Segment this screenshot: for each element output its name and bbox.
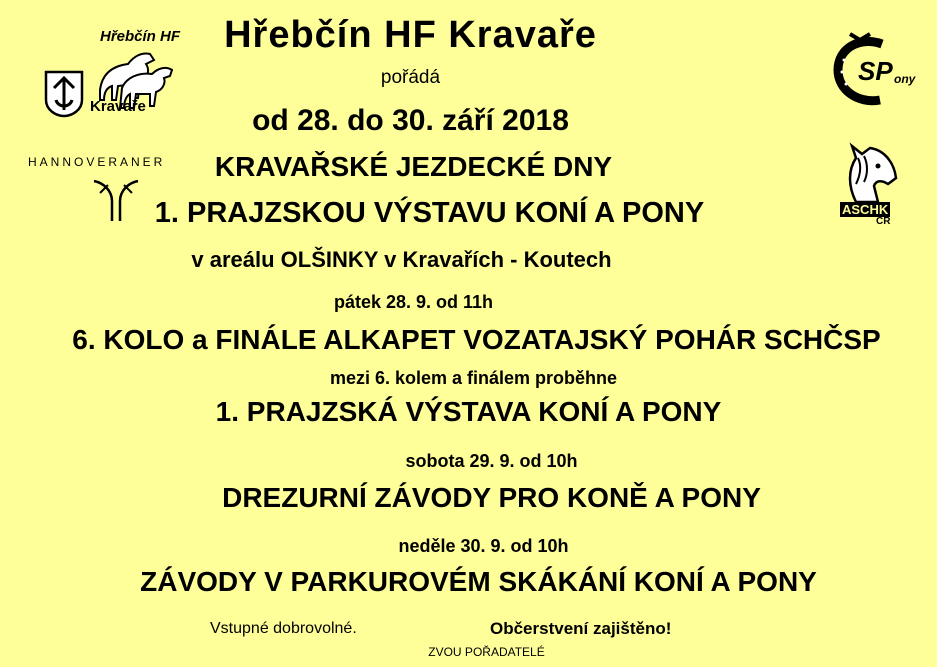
hf-logo-top-text: Hřebčín HF (100, 28, 181, 45)
subtitle: pořádá (380, 67, 441, 88)
event-dates: od 28. do 30. září 2018 (252, 104, 569, 137)
organizers-invite: ZVOU POŘADATELÉ (428, 645, 545, 659)
schedule-main-2: DREZURNÍ ZÁVODY PRO KONĚ A PONY (222, 482, 761, 513)
schedule-day-3: neděle 30. 9. od 10h (398, 536, 569, 556)
event-show: 1. PRAJZSKOU VÝSTAVU KONÍ A PONY (154, 197, 705, 229)
schedule-main-3: ZÁVODY V PARKUROVÉM SKÁKÁNÍ KONÍ A PONY (140, 566, 817, 597)
aschk-logo-text: ASCHK (842, 202, 889, 217)
event-name: KRAVAŘSKÉ JEZDECKÉ DNY (214, 151, 613, 182)
csp-logo-text: SP (858, 56, 893, 86)
schedule-extra-1: 1. PRAJZSKÁ VÝSTAVA KONÍ A PONY (215, 396, 722, 427)
aschk-logo-subtext: ČR (876, 216, 891, 227)
csp-logo-subtext: ony (894, 72, 916, 86)
aschk-logo (838, 142, 900, 230)
csp-pony-logo (830, 26, 925, 106)
schedule-main-1: 6. KOLO a FINÁLE ALKAPET VOZATAJSKÝ POHÁR SCHČSP (72, 324, 881, 355)
hannoveraner-text: HANNOVERANER (28, 155, 166, 169)
schedule-day-1: pátek 28. 9. od 11h (333, 292, 494, 312)
horse-head-icon (838, 142, 900, 204)
page-title: Hřebčín HF Kravaře (224, 14, 597, 56)
schedule-day-2: sobota 29. 9. od 10h (405, 451, 578, 471)
refreshments-note: Občerstvení zajištěno! (490, 619, 672, 638)
event-venue: v areálu OLŠINKY v Kravařích - Koutech (191, 247, 612, 272)
entry-note: Vstupné dobrovolné. (210, 620, 357, 637)
schedule-note-1: mezi 6. kolem a finálem proběhne (329, 368, 618, 388)
hf-logo-bottom-text: Kravaře (90, 98, 146, 115)
